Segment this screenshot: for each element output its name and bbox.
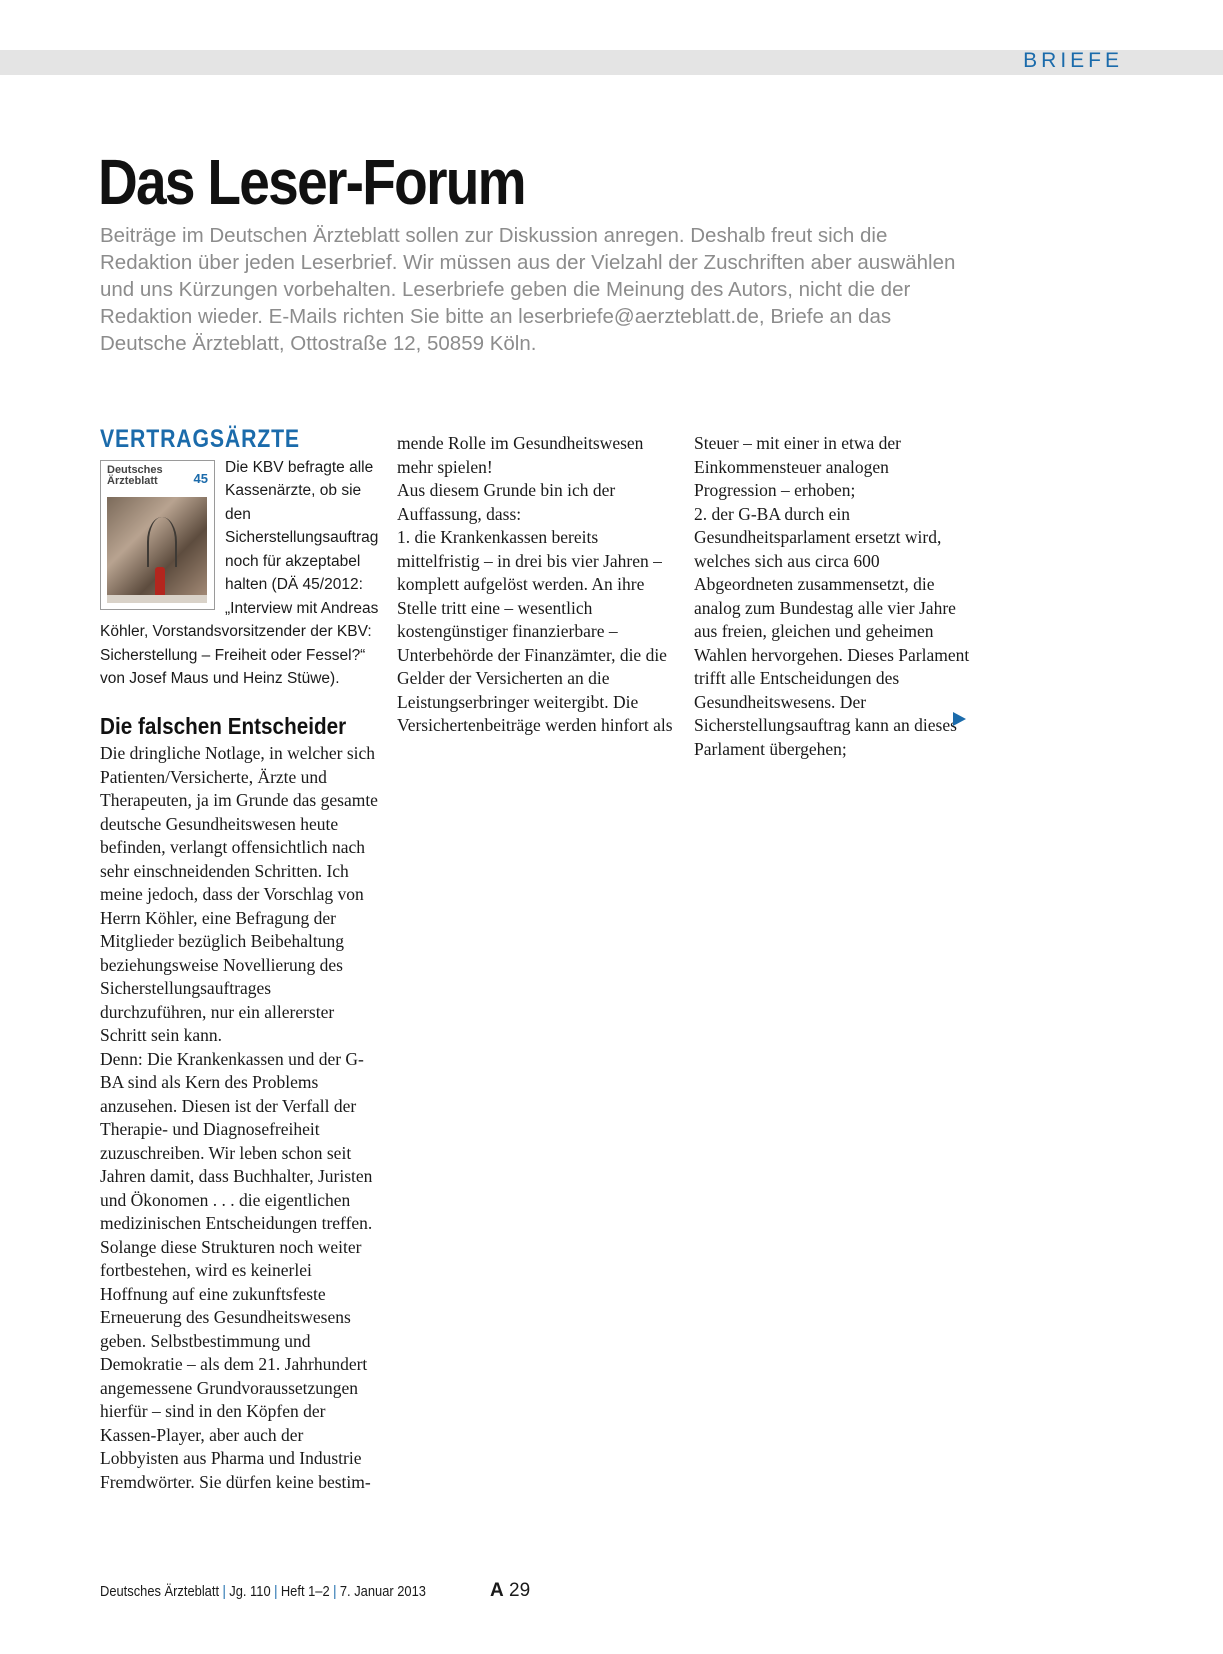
vase-graphic [155,567,165,597]
section-label: BRIEFE [1023,49,1123,72]
cover-strip [107,595,207,603]
article-kicker: VERTRAGSÄRZTE [100,425,300,453]
body-paragraph: 1. die Krankenkassen bereits mittelfristig – in drei bis vier Jahren – komplett aufgelöst werden. An ihre Stelle tritt eine – wesentlich kostengünstiger finanzierbare – Unterbehörde der Finanzämter, die die Gelder der Versicherten an die Leistungserbringer weitergibt. Die Versichertenbeiträge werden hinfort als [397,527,673,735]
magazine-cover-image [100,460,215,610]
footer-separator: | [333,1583,337,1600]
footer-citation [100,1583,426,1600]
footer-journal: Deutsches Ärzteblatt [100,1583,220,1600]
cover-photo [107,497,207,597]
body-paragraph: Denn: Die Krankenkassen und der G-BA sind als Kern des Problems anzusehen. Diesen ist der Verfall der Therapie- und Diagnosefreiheit zuzuschreiben. Wir leben schon seit Jahren damit, dass Buchhalter, Juristen und Ökonomen . . . die eigentlichen medizinischen Entscheidungen treffen. Solange diese Strukturen noch weiter fortbestehen, wird es keinerlei Hoffnung auf eine zukunftsfeste Erneuerung des Gesundheitswesens geben. Selbstbestimmung und Demokratie – als dem 21. Jahrhundert angemessene Grundvoraussetzungen hierfür – sind in den Köpfen der Kassen-Player, aber auch der Lobbyisten aus Pharma und Industrie Fremdwörter. Sie dürfen keine bestim- [100,1048,373,1492]
teaser-text: Die KBV befragte alle Kassenärzte, ob sie den Sicherstellungsauftrag noch für akzeptabel halten (DÄ 45/2012: „Interview mit Andreas Köhler, Vorstandsvorsitzender der KBV: Sicherstellung – Freiheit oder Fessel?“ von Josef Maus und Heinz Stüwe). [100,458,379,687]
page-prefix: A [490,1580,504,1601]
cover-issue: 45 [193,470,208,486]
column-1 [100,425,380,1494]
footer-date: 7. Januar 2013 [339,1583,426,1600]
footer-separator: | [222,1583,226,1600]
arrow-right-icon [953,712,966,726]
cover-title: Deutsches Ärzteblatt [107,463,163,487]
article-teaser [100,456,380,691]
body-paragraph: Aus diesem Grunde bin ich der Auffassung, dass: [397,480,616,524]
footer-volume: Jg. 110 [229,1583,271,1600]
body-paragraph: Die dringliche Notlage, in welcher sich Patienten/Versicherte, Ärzte und Therapeuten, ja im Grunde das gesamte deutsche Gesundheitswesen heute befinden, verlangt offensichtlich nach sehr einschneidenden Schritten. Ich meine jedoch, dass der Vorschlag von Herrn Köhler, eine Befragung der Mitglieder bezüglich Beibehaltung beziehungsweise Novellierung des Sicherstellungsauftrages durchzuführen, nur ein allererster Schritt sein kann. [100,743,378,1045]
body-paragraph: mende Rolle im Gesundheitswesen mehr spielen! [397,433,644,477]
footer-separator: | [274,1583,278,1600]
column-2 [397,432,677,738]
body-paragraph: 2. der G-BA durch ein Gesundheitsparlament ersetzt wird, welches sich aus circa 600 Abgeordneten zusammensetzt, die analog zum Bundestag alle vier Jahre aus freien, gleichen und geheimen Wahlen hervorgehen. Dieses Parlament trifft alle Entscheidungen des Gesundheitswesens. Der Sicherstellungsauftrag kann an dieses Parlament übergehen; [694,503,970,759]
page-number-value: 29 [509,1580,531,1601]
article-headline: Die falschen Entscheider [100,712,347,739]
page-title: Das Leser-Forum [98,146,525,218]
intro-text: Beiträge im Deutschen Ärzteblatt sollen zur Diskussion anregen. Deshalb freut sich die Redaktion über jeden Leserbrief. Wir müssen aus der Vielzahl der Zuschriften aber auswählen und uns Kürzungen vorbehalten. Leserbriefe geben die Meinung des Autors, nicht die der Redaktion wieder. E-Mails richten Sie bitte an leserbriefe@aerzteblatt.de, Briefe an das Deutsche Ärzteblatt, Ottostraße 12, 50859 Köln. [100,224,956,355]
page-number [490,1580,530,1602]
branch-graphic [147,517,177,567]
column-3 [694,432,974,761]
body-paragraph: Steuer – mit einer in etwa der Einkommensteuer analogen Progression – erhoben; [694,433,902,500]
footer-issue: Heft 1–2 [280,1583,330,1600]
